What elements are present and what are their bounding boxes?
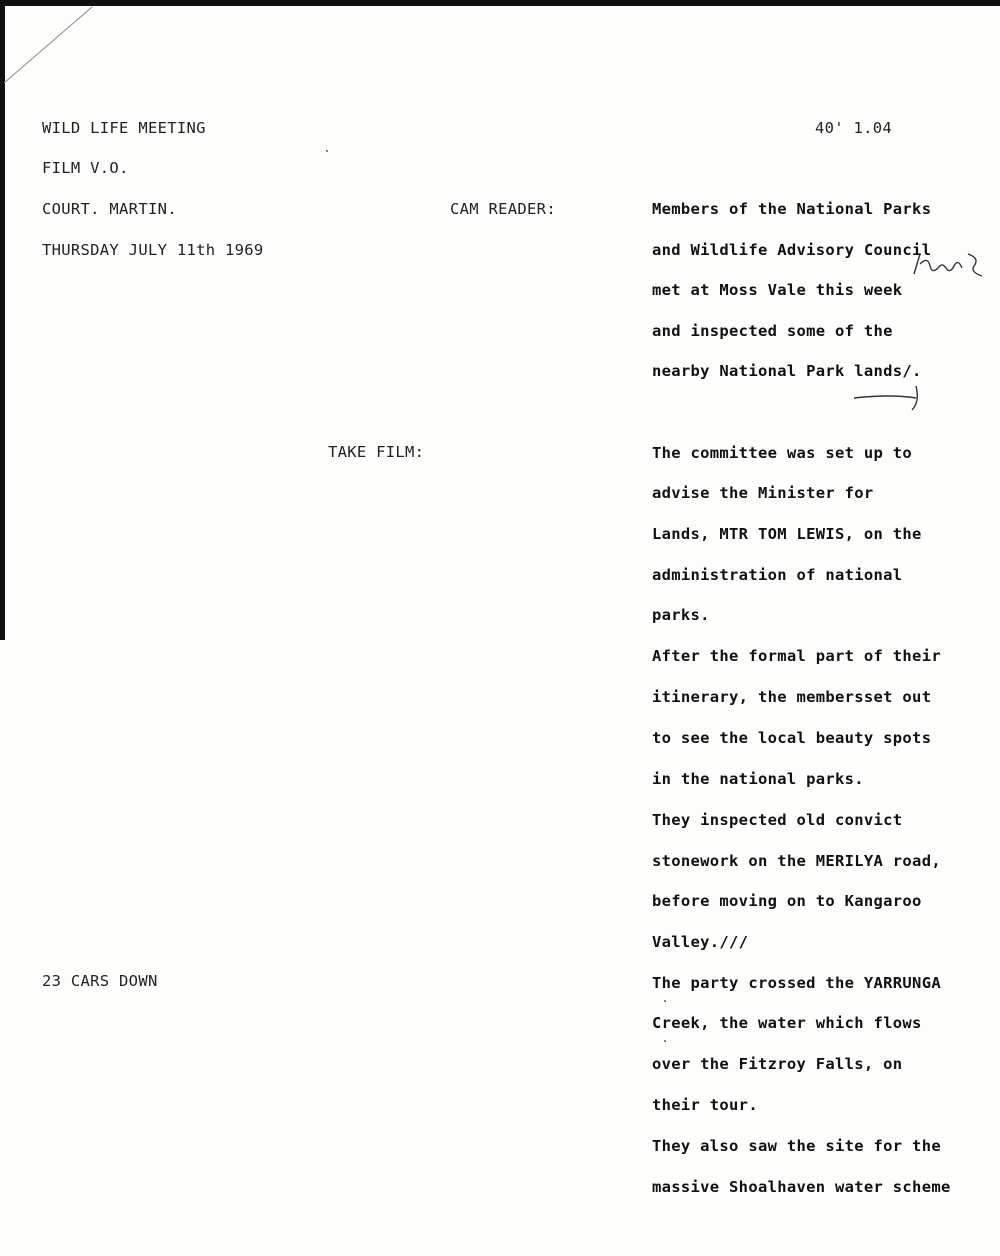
script-line: to see the local beauty spots xyxy=(652,729,932,747)
script-line: The committee was set up to xyxy=(652,444,913,462)
script-line: massive Shoalhaven water scheme xyxy=(652,1178,951,1196)
cue-cars-down: 23 CARS DOWN xyxy=(42,972,158,990)
handwritten-annotation xyxy=(908,244,988,284)
script-line: their tour. xyxy=(652,1096,758,1114)
script-line: nearby National Park lands/. xyxy=(652,362,922,380)
script-line: Lands, MTR TOM LEWIS, on the xyxy=(652,525,922,543)
scan-speck xyxy=(326,150,328,152)
script-line: Creek, the water which flows xyxy=(652,1014,922,1032)
script-line: stonework on the MERILYA road, xyxy=(652,852,941,870)
story-timing: 40' 1.04 xyxy=(815,119,893,137)
story-credit: COURT. MARTIN. xyxy=(42,200,177,218)
script-line: The party crossed the YARRUNGA xyxy=(652,974,941,992)
corner-scan-line xyxy=(4,5,94,85)
script-line: and inspected some of the xyxy=(652,322,893,340)
story-date: THURSDAY JULY 11th 1969 xyxy=(42,241,264,259)
cue-cam-reader: CAM READER: xyxy=(450,200,556,218)
script-line: in the national parks. xyxy=(652,770,864,788)
story-type: FILM V.O. xyxy=(42,159,129,177)
script-line: advise the Minister for xyxy=(652,484,874,502)
scan-speck xyxy=(664,1000,666,1002)
script-line: parks. xyxy=(652,606,710,624)
page-left-edge xyxy=(0,0,5,640)
handwritten-underline xyxy=(850,380,930,420)
script-line: itinerary, the membersset out xyxy=(652,688,932,706)
script-line: They also saw the site for the xyxy=(652,1137,941,1155)
page-top-edge xyxy=(0,0,1000,6)
script-line: Valley./// xyxy=(652,933,749,951)
cue-take-film: TAKE FILM: xyxy=(328,443,425,461)
scan-speck xyxy=(664,1040,666,1042)
script-line: before moving on to Kangaroo xyxy=(652,892,922,910)
script-line: over the Fitzroy Falls, on xyxy=(652,1055,903,1073)
script-line: They inspected old convict xyxy=(652,811,903,829)
script-line: met at Moss Vale this week xyxy=(652,281,903,299)
script-line: administration of national xyxy=(652,566,903,584)
script-line: Members of the National Parks xyxy=(652,200,932,218)
script-line: and Wildlife Advisory Council xyxy=(652,241,932,259)
story-title: WILD LIFE MEETING xyxy=(42,119,206,137)
script-line: After the formal part of their xyxy=(652,647,941,665)
